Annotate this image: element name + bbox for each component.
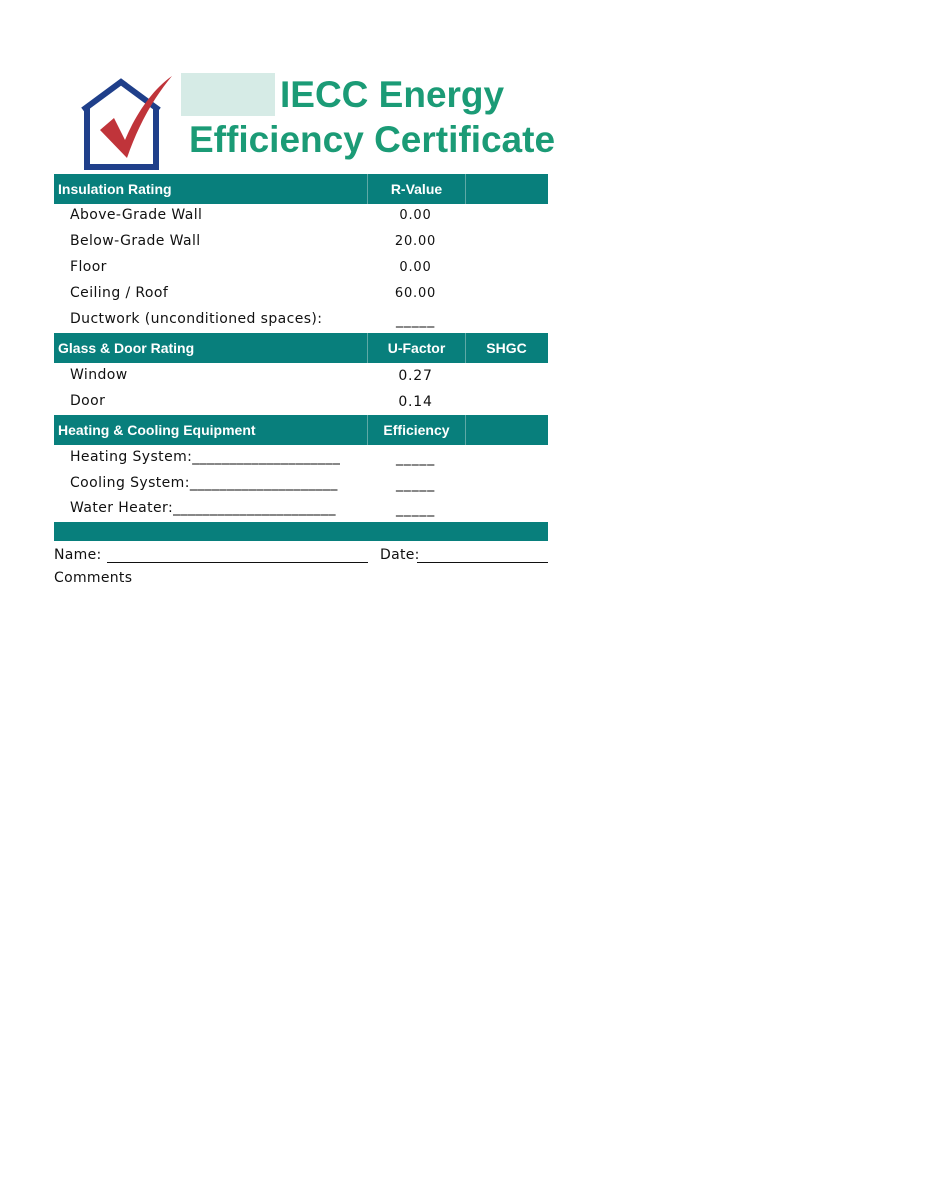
date-line[interactable] xyxy=(417,562,548,563)
row-label: Ductwork (unconditioned spaces): xyxy=(70,311,323,327)
insulation-row xyxy=(54,282,548,308)
efficiency-header: Efficiency xyxy=(367,415,466,445)
equipment-row xyxy=(54,497,548,523)
shgc-header: SHGC xyxy=(486,340,527,356)
glazing-header xyxy=(54,333,548,363)
row-label: Floor xyxy=(70,259,107,275)
row-label: Cooling System:____________________ xyxy=(70,475,338,491)
certificate-title-line2: Efficiency Certificate xyxy=(189,119,556,160)
equipment-header-label: Heating & Cooling Equipment xyxy=(58,422,256,438)
row-label: Below-Grade Wall xyxy=(70,233,201,249)
row-label: Heating System:____________________ xyxy=(70,449,341,465)
row-value: _____ xyxy=(396,312,435,328)
insulation-row xyxy=(54,230,548,256)
name-label: Name: xyxy=(54,547,102,563)
row-label: Water Heater:______________________ xyxy=(70,500,336,516)
row-value: 0.14 xyxy=(398,394,433,410)
glazing-row xyxy=(54,390,548,416)
insulation-header xyxy=(54,174,548,204)
insulation-header-label: Insulation Rating xyxy=(58,181,172,197)
row-value: _____ xyxy=(396,450,435,466)
row-value: _____ xyxy=(396,501,435,517)
row-value: 0.27 xyxy=(398,368,433,384)
certificate-title-line1: IECC Energy xyxy=(280,74,505,115)
glazing-header-label: Glass & Door Rating xyxy=(58,340,195,356)
equipment-row xyxy=(54,446,548,472)
row-value: 60.00 xyxy=(394,286,437,301)
equipment-row xyxy=(54,472,548,498)
r-value-header: R-Value xyxy=(367,174,466,204)
row-label: Window xyxy=(70,367,128,383)
year-box xyxy=(181,73,275,116)
comments-label: Comments xyxy=(54,570,133,586)
footer-band xyxy=(54,522,548,541)
row-label: Above-Grade Wall xyxy=(70,207,203,223)
date-label: Date: xyxy=(380,547,420,563)
row-label: Door xyxy=(70,393,106,409)
glazing-row xyxy=(54,364,548,390)
house-checkmark-logo xyxy=(74,72,178,172)
name-line[interactable] xyxy=(107,562,368,563)
row-label: Ceiling / Roof xyxy=(70,285,169,301)
u-factor-header: U-Factor xyxy=(367,333,466,363)
equipment-header xyxy=(54,415,548,445)
insulation-row xyxy=(54,256,548,282)
row-value: 0.00 xyxy=(399,208,432,223)
insulation-row xyxy=(54,308,548,334)
row-value: 20.00 xyxy=(394,234,437,249)
insulation-row xyxy=(54,204,548,230)
row-value: 0.00 xyxy=(399,260,432,275)
row-value: _____ xyxy=(396,476,435,492)
